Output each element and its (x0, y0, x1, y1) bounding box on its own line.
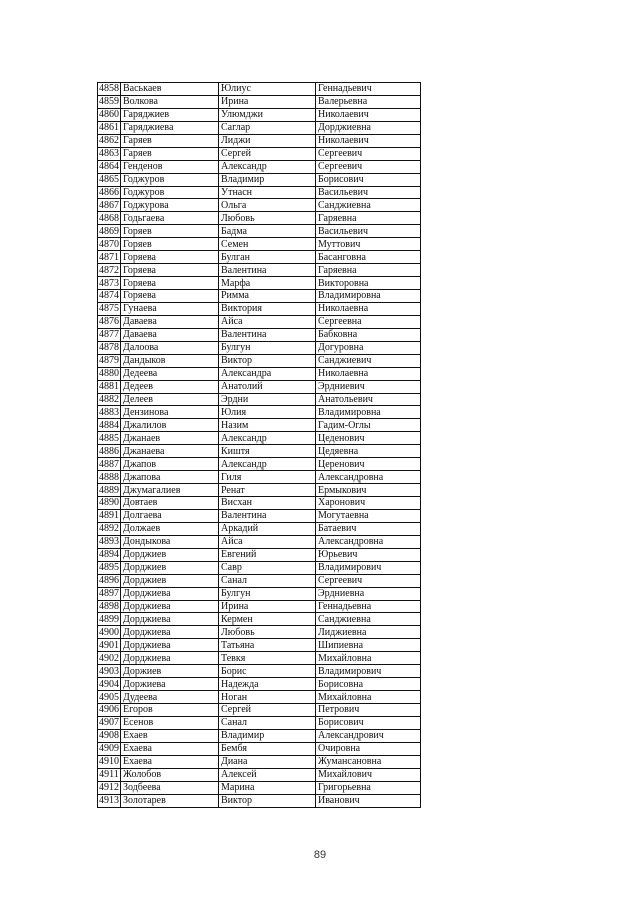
row-number-cell: 4861 (99, 122, 119, 134)
row-number-cell: 4896 (99, 575, 119, 587)
table-row (98, 704, 421, 717)
table-row (98, 432, 421, 445)
patronymic-cell: Валерьевна (316, 95, 421, 108)
last-name-cell: Долгаева (121, 509, 219, 522)
last-name-cell: Дорджиев (121, 561, 219, 574)
patronymic-cell: Могутаевна (316, 509, 421, 522)
first-name-cell: Гиля (219, 471, 316, 484)
last-name-cell: Гаряев (121, 134, 219, 147)
table-row (98, 755, 421, 768)
first-name-cell: Марфа (219, 277, 316, 290)
table-row (98, 186, 421, 199)
table-row (98, 134, 421, 147)
table-row (98, 729, 421, 742)
table-row (98, 484, 421, 497)
table-row (98, 251, 421, 264)
table-row (98, 678, 421, 691)
first-name-cell: Римма (219, 290, 316, 303)
first-name-cell: Любовь (219, 212, 316, 225)
last-name-cell: Годжуров (121, 173, 219, 186)
page-number: 89 (313, 849, 327, 861)
patronymic-cell: Петрович (316, 704, 421, 717)
row-number-cell: 4881 (99, 381, 119, 393)
row-number-cell: 4892 (99, 523, 119, 535)
patronymic-cell: Эрдниевна (316, 587, 421, 600)
patronymic-cell: Догуровна (316, 341, 421, 354)
table-row (98, 458, 421, 471)
row-number-cell: 4908 (99, 730, 119, 742)
table-row (98, 238, 421, 251)
last-name-cell: Доржиев (121, 665, 219, 678)
row-number-cell: 4880 (99, 368, 119, 380)
row-number-cell: 4890 (99, 497, 119, 509)
first-name-cell: Назим (219, 419, 316, 432)
patronymic-cell: Юрьевич (316, 548, 421, 561)
row-number-cell: 4910 (99, 756, 119, 768)
last-name-cell: Годьгаева (121, 212, 219, 225)
patronymic-cell: Харонович (316, 497, 421, 510)
table-row (98, 83, 421, 96)
first-name-cell: Сергей (219, 704, 316, 717)
table-row (98, 548, 421, 561)
first-name-cell: Татьяна (219, 639, 316, 652)
last-name-cell: Далоова (121, 341, 219, 354)
last-name-cell: Дорджиев (121, 574, 219, 587)
row-number-cell: 4901 (99, 639, 119, 651)
patronymic-cell: Владимирович (316, 665, 421, 678)
row-number-cell: 4874 (99, 290, 119, 302)
row-number-cell: 4913 (99, 795, 119, 807)
first-name-cell: Висхан (219, 497, 316, 510)
patronymic-cell: Иванович (316, 794, 421, 807)
patronymic-cell: Батаевич (316, 522, 421, 535)
first-name-cell: Любовь (219, 626, 316, 639)
last-name-cell: Дедеева (121, 367, 219, 380)
patronymic-cell: Геннадьевна (316, 600, 421, 613)
last-name-cell: Дорджиева (121, 587, 219, 600)
first-name-cell: Савр (219, 561, 316, 574)
row-number-cell: 4907 (99, 717, 119, 729)
table-row (98, 639, 421, 652)
table-row (98, 509, 421, 522)
last-name-cell: Горяев (121, 225, 219, 238)
row-number-cell: 4899 (99, 613, 119, 625)
last-name-cell: Дандыков (121, 354, 219, 367)
first-name-cell: Булгун (219, 341, 316, 354)
first-name-cell: Виктория (219, 302, 316, 315)
patronymic-cell: Александрович (316, 729, 421, 742)
patronymic-cell: Жумансановна (316, 755, 421, 768)
patronymic-cell: Александровна (316, 535, 421, 548)
first-name-cell: Алексей (219, 768, 316, 781)
last-name-cell: Егоров (121, 704, 219, 717)
last-name-cell: Джумагалиев (121, 484, 219, 497)
row-number-cell: 4877 (99, 329, 119, 341)
first-name-cell: Евгений (219, 548, 316, 561)
row-number-cell: 4885 (99, 432, 119, 444)
last-name-cell: Делеев (121, 393, 219, 406)
row-number-cell: 4858 (99, 83, 119, 95)
last-name-cell: Дорджиев (121, 548, 219, 561)
patronymic-cell: Басанговна (316, 251, 421, 264)
row-number-cell: 4893 (99, 536, 119, 548)
last-name-cell: Должаев (121, 522, 219, 535)
row-number-cell: 4865 (99, 174, 119, 186)
patronymic-cell: Цедяевна (316, 445, 421, 458)
patronymic-cell: Шипиевна (316, 639, 421, 652)
row-number-cell: 4906 (99, 704, 119, 716)
row-number-cell: 4868 (99, 212, 119, 224)
last-name-cell: Даваева (121, 328, 219, 341)
patronymic-cell: Гаряевна (316, 264, 421, 277)
row-number-cell: 4897 (99, 588, 119, 600)
table-row (98, 535, 421, 548)
patronymic-cell: Сергеевич (316, 160, 421, 173)
row-number-cell: 4912 (99, 782, 119, 794)
table-row (98, 121, 421, 134)
last-name-cell: Джапов (121, 458, 219, 471)
last-name-cell: Довтаев (121, 497, 219, 510)
table-row (98, 445, 421, 458)
first-name-cell: Санал (219, 574, 316, 587)
patronymic-cell: Николаевич (316, 108, 421, 121)
row-number-cell: 4863 (99, 148, 119, 160)
table-row (98, 742, 421, 755)
last-name-cell: Годжурова (121, 199, 219, 212)
name-list-table (97, 82, 421, 808)
patronymic-cell: Сергеевич (316, 147, 421, 160)
first-name-cell: Надежда (219, 678, 316, 691)
patronymic-cell: Санджиевна (316, 613, 421, 626)
first-name-cell: Сергей (219, 147, 316, 160)
table-row (98, 794, 421, 807)
last-name-cell: Генденов (121, 160, 219, 173)
first-name-cell: Ирина (219, 600, 316, 613)
row-number-cell: 4862 (99, 135, 119, 147)
row-number-cell: 4887 (99, 458, 119, 470)
table-row (98, 600, 421, 613)
table-row (98, 691, 421, 704)
table-row (98, 173, 421, 186)
patronymic-cell: Санджиевна (316, 199, 421, 212)
table-row (98, 380, 421, 393)
patronymic-cell: Михайлович (316, 768, 421, 781)
patronymic-cell: Сергеевна (316, 315, 421, 328)
first-name-cell: Булгун (219, 587, 316, 600)
last-name-cell: Золотарев (121, 794, 219, 807)
patronymic-cell: Михайловна (316, 652, 421, 665)
first-name-cell: Александр (219, 458, 316, 471)
row-number-cell: 4876 (99, 316, 119, 328)
first-name-cell: Анатолий (219, 380, 316, 393)
first-name-cell: Ноган (219, 691, 316, 704)
patronymic-cell: Бабковна (316, 328, 421, 341)
row-number-cell: 4875 (99, 303, 119, 315)
table-row (98, 264, 421, 277)
first-name-cell: Аркадий (219, 522, 316, 535)
row-number-cell: 4870 (99, 238, 119, 250)
patronymic-cell: Владимировна (316, 290, 421, 303)
row-number-cell: 4879 (99, 355, 119, 367)
first-name-cell: Ольга (219, 199, 316, 212)
table-row (98, 613, 421, 626)
first-name-cell: Лиджи (219, 134, 316, 147)
last-name-cell: Доржиева (121, 678, 219, 691)
table-row (98, 781, 421, 794)
table-row (98, 716, 421, 729)
table-row (98, 419, 421, 432)
last-name-cell: Волкова (121, 95, 219, 108)
patronymic-cell: Гадим-Оглы (316, 419, 421, 432)
row-number-cell: 4895 (99, 562, 119, 574)
table-row (98, 652, 421, 665)
patronymic-cell: Владимировна (316, 406, 421, 419)
table-row (98, 522, 421, 535)
name-list-body (98, 83, 421, 808)
last-name-cell: Дорджиева (121, 639, 219, 652)
row-number-cell: 4898 (99, 600, 119, 612)
row-number-cell: 4873 (99, 277, 119, 289)
patronymic-cell: Санджиевич (316, 354, 421, 367)
last-name-cell: Ехаева (121, 742, 219, 755)
patronymic-cell: Григорьевна (316, 781, 421, 794)
last-name-cell: Дорджиева (121, 626, 219, 639)
patronymic-cell: Цеденович (316, 432, 421, 445)
patronymic-cell: Муттович (316, 238, 421, 251)
last-name-cell: Джанаева (121, 445, 219, 458)
first-name-cell: Тевкя (219, 652, 316, 665)
patronymic-cell: Николаевна (316, 367, 421, 380)
first-name-cell: Александр (219, 432, 316, 445)
first-name-cell: Киштя (219, 445, 316, 458)
first-name-cell: Александра (219, 367, 316, 380)
patronymic-cell: Дорджиевна (316, 121, 421, 134)
last-name-cell: Гаряджиев (121, 108, 219, 121)
table-row (98, 626, 421, 639)
last-name-cell: Ехаева (121, 755, 219, 768)
patronymic-cell: Михайловна (316, 691, 421, 704)
patronymic-cell: Васильевич (316, 186, 421, 199)
table-row (98, 561, 421, 574)
first-name-cell: Диана (219, 755, 316, 768)
table-row (98, 160, 421, 173)
last-name-cell: Горяев (121, 238, 219, 251)
table-row (98, 290, 421, 303)
table-row (98, 225, 421, 238)
row-number-cell: 4859 (99, 96, 119, 108)
first-name-cell: Айса (219, 535, 316, 548)
first-name-cell: Виктор (219, 794, 316, 807)
first-name-cell: Улюмджи (219, 108, 316, 121)
first-name-cell: Семен (219, 238, 316, 251)
first-name-cell: Кермен (219, 613, 316, 626)
row-number-cell: 4869 (99, 225, 119, 237)
last-name-cell: Дондыкова (121, 535, 219, 548)
first-name-cell: Булган (219, 251, 316, 264)
row-number-cell: 4903 (99, 665, 119, 677)
row-number-cell: 4891 (99, 510, 119, 522)
patronymic-cell: Церенович (316, 458, 421, 471)
first-name-cell: Валентина (219, 328, 316, 341)
row-number-cell: 4867 (99, 199, 119, 211)
patronymic-cell: Николаевна (316, 302, 421, 315)
table-row (98, 341, 421, 354)
row-number-cell: 4900 (99, 626, 119, 638)
last-name-cell: Горяева (121, 251, 219, 264)
row-number-cell: 4883 (99, 406, 119, 418)
patronymic-cell: Геннадьевич (316, 83, 421, 96)
patronymic-cell: Васильевич (316, 225, 421, 238)
last-name-cell: Ехаев (121, 729, 219, 742)
last-name-cell: Есенов (121, 716, 219, 729)
table-row (98, 108, 421, 121)
table-row (98, 95, 421, 108)
first-name-cell: Бембя (219, 742, 316, 755)
patronymic-cell: Владимирович (316, 561, 421, 574)
row-number-cell: 4866 (99, 186, 119, 198)
patronymic-cell: Викторовна (316, 277, 421, 290)
last-name-cell: Годжуров (121, 186, 219, 199)
first-name-cell: Эрдни (219, 393, 316, 406)
table-row (98, 587, 421, 600)
last-name-cell: Даваева (121, 315, 219, 328)
last-name-cell: Васькаев (121, 83, 219, 96)
last-name-cell: Дудеева (121, 691, 219, 704)
first-name-cell: Владимир (219, 173, 316, 186)
last-name-cell: Дорджиева (121, 613, 219, 626)
first-name-cell: Ренат (219, 484, 316, 497)
first-name-cell: Бадма (219, 225, 316, 238)
patronymic-cell: Борисович (316, 173, 421, 186)
row-number-cell: 4878 (99, 342, 119, 354)
table-row (98, 147, 421, 160)
last-name-cell: Дорджиева (121, 652, 219, 665)
table-row (98, 497, 421, 510)
table-row (98, 768, 421, 781)
last-name-cell: Горяева (121, 264, 219, 277)
first-name-cell: Владимир (219, 729, 316, 742)
first-name-cell: Айса (219, 315, 316, 328)
table-row (98, 574, 421, 587)
patronymic-cell: Гаряевна (316, 212, 421, 225)
row-number-cell: 4860 (99, 109, 119, 121)
table-row (98, 302, 421, 315)
patronymic-cell: Николаевич (316, 134, 421, 147)
table-row (98, 393, 421, 406)
row-number-cell: 4894 (99, 549, 119, 561)
table-row (98, 471, 421, 484)
patronymic-cell: Ермыкович (316, 484, 421, 497)
first-name-cell: Юлия (219, 406, 316, 419)
name-list-table-container (97, 82, 421, 808)
last-name-cell: Джалилов (121, 419, 219, 432)
table-row (98, 277, 421, 290)
table-row (98, 665, 421, 678)
row-number-cell: 4886 (99, 445, 119, 457)
first-name-cell: Саглар (219, 121, 316, 134)
last-name-cell: Дензинова (121, 406, 219, 419)
last-name-cell: Горяева (121, 277, 219, 290)
patronymic-cell: Анатольевич (316, 393, 421, 406)
row-number-cell: 4902 (99, 652, 119, 664)
table-row (98, 212, 421, 225)
first-name-cell: Юлиус (219, 83, 316, 96)
table-row (98, 354, 421, 367)
row-number-cell: 4872 (99, 264, 119, 276)
row-number-cell: 4905 (99, 691, 119, 703)
row-number-cell: 4871 (99, 251, 119, 263)
first-name-cell: Марина (219, 781, 316, 794)
patronymic-cell: Александровна (316, 471, 421, 484)
last-name-cell: Зодбеева (121, 781, 219, 794)
patronymic-cell: Очировна (316, 742, 421, 755)
last-name-cell: Горяева (121, 290, 219, 303)
row-number-cell: 4882 (99, 393, 119, 405)
table-row (98, 328, 421, 341)
last-name-cell: Дорджиева (121, 600, 219, 613)
last-name-cell: Дедеев (121, 380, 219, 393)
row-number-cell: 4909 (99, 743, 119, 755)
last-name-cell: Гаряев (121, 147, 219, 160)
row-number-cell: 4884 (99, 419, 119, 431)
first-name-cell: Валентина (219, 509, 316, 522)
last-name-cell: Джапова (121, 471, 219, 484)
row-number-cell: 4904 (99, 678, 119, 690)
table-row (98, 367, 421, 380)
last-name-cell: Жолобов (121, 768, 219, 781)
first-name-cell: Утнасн (219, 186, 316, 199)
patronymic-cell: Сергеевич (316, 574, 421, 587)
first-name-cell: Валентина (219, 264, 316, 277)
patronymic-cell: Эрдниевич (316, 380, 421, 393)
row-number-cell: 4888 (99, 471, 119, 483)
table-row (98, 199, 421, 212)
last-name-cell: Джанаев (121, 432, 219, 445)
patronymic-cell: Борисовна (316, 678, 421, 691)
row-number-cell: 4911 (99, 769, 119, 781)
last-name-cell: Гунаева (121, 302, 219, 315)
first-name-cell: Виктор (219, 354, 316, 367)
first-name-cell: Ирина (219, 95, 316, 108)
first-name-cell: Борис (219, 665, 316, 678)
patronymic-cell: Борисович (316, 716, 421, 729)
last-name-cell: Гаряджиева (121, 121, 219, 134)
table-row (98, 315, 421, 328)
first-name-cell: Александр (219, 160, 316, 173)
table-row (98, 406, 421, 419)
row-number-cell: 4889 (99, 484, 119, 496)
first-name-cell: Санал (219, 716, 316, 729)
row-number-cell: 4864 (99, 161, 119, 173)
patronymic-cell: Лиджиевна (316, 626, 421, 639)
